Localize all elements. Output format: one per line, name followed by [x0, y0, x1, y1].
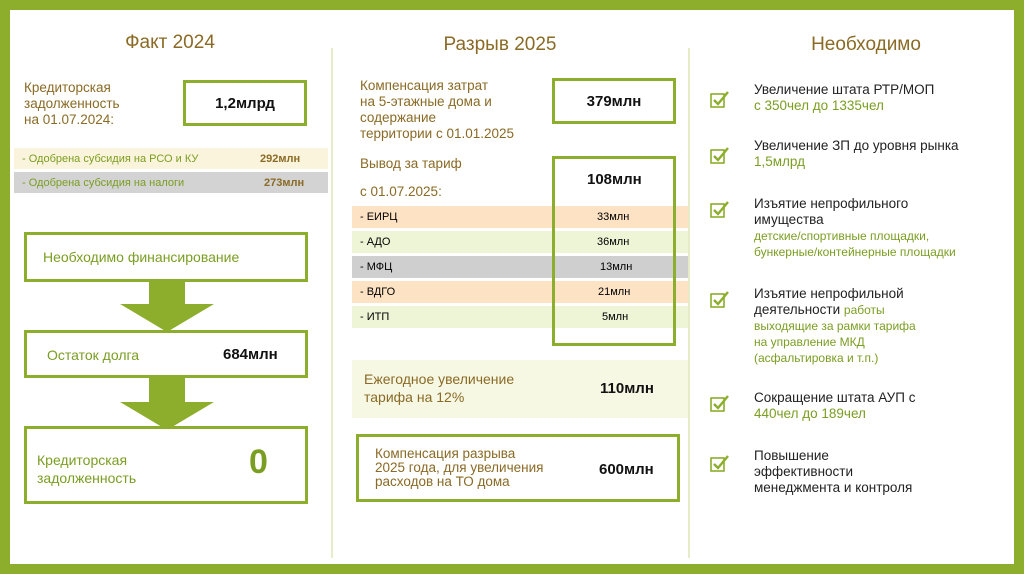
down-arrow-icon [120, 282, 214, 332]
need-item-line: Увеличение ЗП до уровня рынка [754, 138, 959, 153]
checkbox-checked-icon [710, 454, 730, 472]
need-item-word: работы [843, 303, 885, 317]
remaining-value: 684млн [223, 346, 278, 363]
tariff-row-value: 33млн [597, 211, 630, 223]
final-debt-box [24, 426, 308, 504]
subsidy-value: 292млн [260, 152, 301, 165]
compensation-value-box [552, 78, 676, 124]
col2-title: Разрыв 2025 [443, 34, 557, 55]
annual-line: тарифа на 12% [364, 389, 465, 405]
annual-increase-label [364, 370, 514, 406]
need-item-admin-staff [754, 390, 915, 422]
tariff-row-value: 5млн [602, 311, 629, 323]
checkbox-checked-icon [710, 200, 730, 218]
checkbox-checked-icon [710, 290, 730, 308]
need-item-line [754, 302, 916, 318]
compensation-line: на 5-этажные дома и [360, 94, 492, 109]
need-financing-box [24, 232, 308, 282]
remaining-label: Остаток долга [47, 347, 140, 363]
need-item-line: Изъятие непрофильной [754, 286, 904, 301]
divider-right [688, 48, 690, 558]
debt-value-box [183, 80, 307, 126]
compensation-line: содержание [360, 110, 437, 125]
tariff-value: 108млн [587, 171, 642, 188]
tariff-row-value: 13млн [600, 261, 633, 273]
tariff-label-1: Вывод за тариф [360, 156, 462, 171]
gap-line: расходов на ТО дома [375, 474, 510, 489]
compensation-line: Компенсация затрат [360, 78, 489, 93]
debt-label-line: Кредиторская [24, 80, 111, 95]
debt-label-line: на 01.07.2024: [24, 112, 115, 127]
debt-label-line: задолженность [24, 96, 120, 111]
final-debt-label-line: Кредиторская [37, 452, 128, 468]
need-item-line: Сокращение штата АУП с [754, 390, 916, 405]
final-debt-label [37, 451, 136, 487]
compensation-value: 379млн [586, 92, 642, 110]
annual-increase-band [352, 360, 688, 418]
tariff-label-2: с 01.07.2025: [360, 184, 442, 199]
need-item-line: на управление МКД [754, 335, 865, 349]
gap-line: Компенсация разрыва [375, 446, 516, 461]
tariff-row-label: - ВДГО [360, 286, 396, 298]
need-item-line: выходящие за рамки тарифа [754, 319, 916, 333]
subsidy-row-1 [14, 148, 328, 169]
gap-compensation-value: 600млн [599, 461, 654, 478]
tariff-row-label: - ЕИРЦ [360, 211, 398, 223]
need-item-line: эффективности [754, 464, 854, 479]
need-item-word: деятельности [754, 302, 841, 317]
need-item-line: 1,5млрд [754, 154, 806, 169]
gap-compensation-box [356, 434, 680, 502]
need-item-efficiency [754, 448, 912, 496]
compensation-line: территории с 01.01.2025 [360, 126, 515, 141]
divider-left [331, 48, 333, 558]
need-item-line: детские/спортивные площадки, [754, 229, 930, 243]
need-item-salary [754, 138, 959, 170]
final-debt-label-line: задолженность [37, 470, 137, 486]
gap-line: 2025 года, для увеличения [375, 460, 544, 475]
tariff-row-label: - ИТП [360, 311, 390, 323]
col3-title: Необходимо [811, 34, 921, 55]
debt-value: 1,2млрд [215, 94, 275, 112]
subsidy-row-2 [14, 172, 328, 193]
tariff-row-value: 36млн [597, 236, 630, 248]
tariff-row-value: 21млн [598, 286, 631, 298]
need-financing-label: Необходимо финансирование [43, 249, 240, 265]
subsidy-label: - Одобрена субсидия на налоги [22, 176, 185, 189]
gap-compensation-label [375, 447, 543, 489]
col1-title: Факт 2024 [125, 32, 215, 53]
slide [10, 10, 1014, 564]
tariff-row-label: - АДО [360, 236, 391, 248]
subsidy-value: 273млн [264, 176, 305, 189]
subsidy-label: - Одобрена субсидия на РСО и КУ [22, 152, 199, 165]
need-item-line: менеджмента и контроля [754, 480, 913, 495]
checkbox-checked-icon [710, 90, 730, 108]
down-arrow-icon [120, 378, 214, 430]
tariff-row-label: - МФЦ [360, 261, 393, 273]
compensation-label [360, 78, 514, 142]
final-debt-value: 0 [249, 443, 268, 481]
tariff-value-box [552, 156, 676, 346]
checkbox-checked-icon [710, 146, 730, 164]
remaining-box [24, 330, 308, 378]
need-item-line: имущества [754, 212, 824, 227]
need-item-staff [754, 82, 934, 114]
need-item-line: (асфальтировка и т.п.) [754, 351, 879, 365]
need-item-line: Изъятие непрофильного [754, 196, 909, 211]
debt-label [24, 80, 120, 128]
annual-increase-value: 110млн [600, 380, 654, 397]
checkbox-checked-icon [710, 394, 730, 412]
need-item-line: Повышение [754, 448, 829, 463]
need-item-line: с 350чел до 1335чел [754, 98, 884, 113]
need-item-activity [754, 286, 916, 366]
need-item-line: Увеличение штата РТР/МОП [754, 82, 935, 97]
need-item-line: 440чел до 189чел [754, 406, 866, 421]
need-item-property [754, 196, 956, 260]
need-item-line: бункерные/контейнерные площадки [754, 245, 956, 259]
annual-line: Ежегодное увеличение [364, 371, 515, 387]
